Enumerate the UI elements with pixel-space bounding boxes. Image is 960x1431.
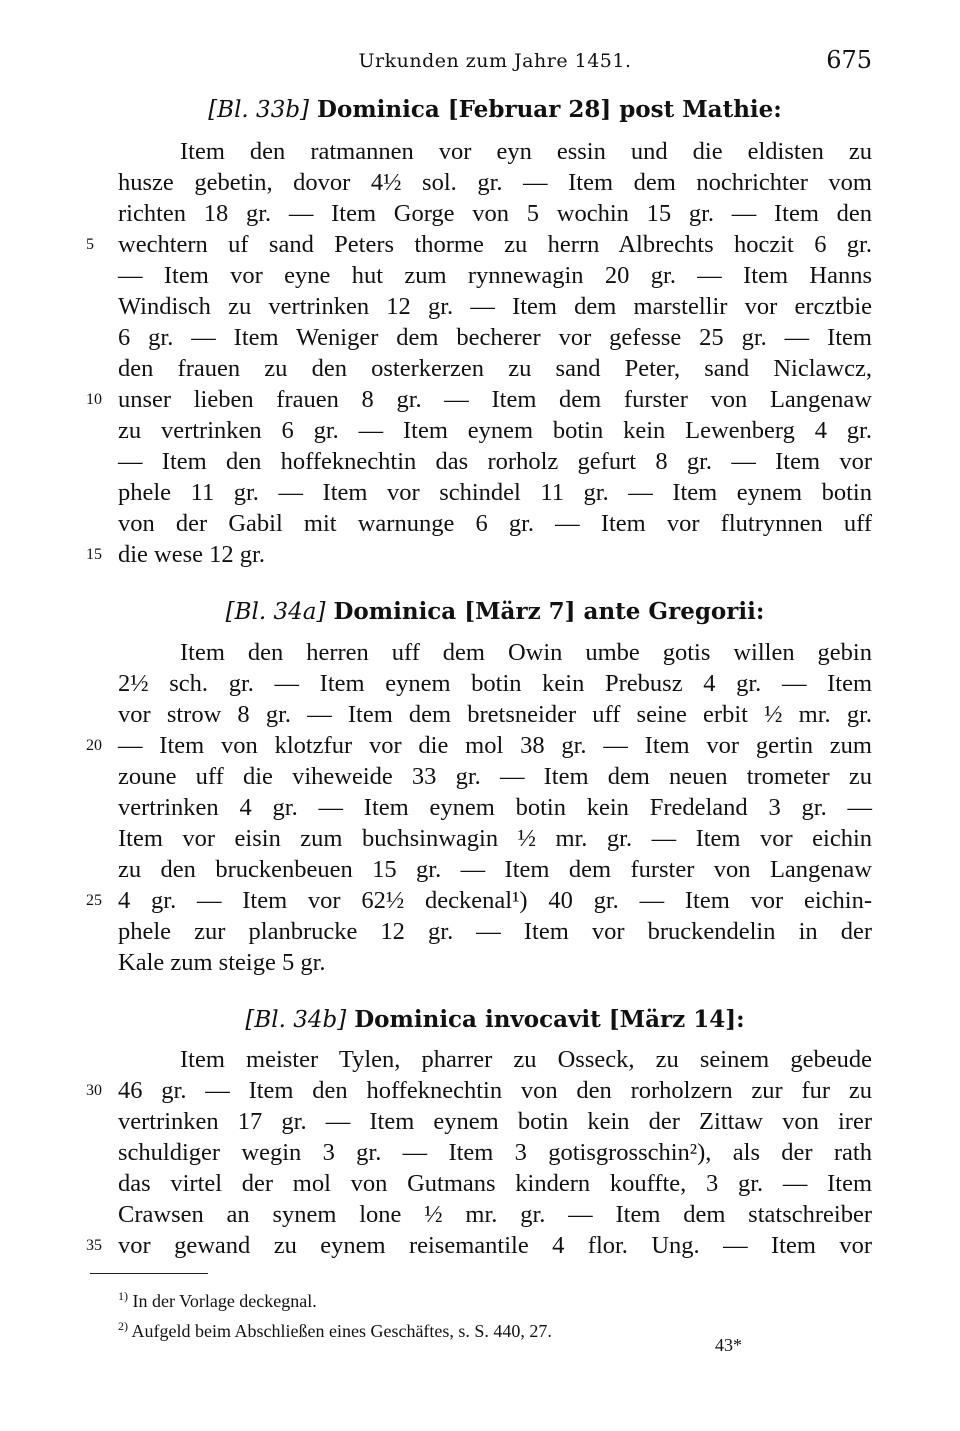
text-line: 6 gr. — Item Weniger dem becherer vor gefesse 25 gr. — Item <box>118 324 872 351</box>
margin-line-number: 35 <box>86 1237 102 1254</box>
footnote <box>118 1284 818 1314</box>
text-line: das virtel der mol von Gutmans kindern kouffte, 3 gr. — Item <box>118 1170 872 1197</box>
margin-line-number: 10 <box>86 391 102 408</box>
section-title: Dominica invocavit [März 14]: <box>354 1006 745 1033</box>
text-line: zoune uff die viheweide 33 gr. — Item dem neuen trometer zu <box>118 763 872 790</box>
text-line: 46 gr. — Item den hoffeknechtin von den rorholzern zur fur zu <box>118 1077 872 1104</box>
margin-line-number: 30 <box>86 1082 102 1099</box>
text-line: schuldiger wegin 3 gr. — Item 3 gotisgrosschin²), als der rath <box>118 1139 872 1166</box>
text-line: Kale zum steige 5 gr. <box>118 949 326 976</box>
running-title: Urkunden zum Jahre 1451. <box>358 50 632 72</box>
section-heading <box>118 1006 872 1033</box>
text-line: wechtern uf sand Peters thorme zu herrn Albrechts hoczit 6 gr. <box>118 231 872 258</box>
folio-reference: [Bl. 33b] <box>208 97 310 123</box>
text-line: phele zur planbrucke 12 gr. — Item vor bruckendelin in der <box>118 918 872 945</box>
text-line: vor strow 8 gr. — Item dem bretsneider uff seine erbit ½ mr. gr. <box>118 701 872 728</box>
text-line: richten 18 gr. — Item Gorge von 5 wochin 15 gr. — Item den <box>118 200 872 227</box>
margin-line-number: 15 <box>86 546 102 563</box>
running-head <box>118 46 872 80</box>
text-line: vertrinken 4 gr. — Item eynem botin kein Fredeland 3 gr. — <box>118 794 872 821</box>
footnote-text: Aufgeld beim Abschließen eines Geschäftes, s. S. 440, 27. <box>131 1321 552 1341</box>
text-line: 4 gr. — Item vor 62½ deckenal¹) 40 gr. — Item vor eichin- <box>118 887 872 914</box>
text-line: die wese 12 gr. <box>118 541 265 568</box>
text-line: den frauen zu den osterkerzen zu sand Peter, sand Niclawcz, <box>118 355 872 382</box>
text-line: Item vor eisin zum buchsinwagin ½ mr. gr. — Item vor eichin <box>118 825 872 852</box>
text-line: von der Gabil mit warnunge 6 gr. — Item vor flutrynnen uff <box>118 510 872 537</box>
text-line: Item den ratmannen vor eyn essin und die eldisten zu <box>180 138 872 165</box>
text-line: Item meister Tylen, pharrer zu Osseck, zu seinem gebeude <box>180 1046 872 1073</box>
footnote <box>118 1314 818 1344</box>
text-line: — Item den hoffeknechtin das rorholz gefurt 8 gr. — Item vor <box>118 448 872 475</box>
footnote-mark: 1) <box>118 1289 128 1303</box>
text-line: zu vertrinken 6 gr. — Item eynem botin kein Lewenberg 4 gr. <box>118 417 872 444</box>
text-line: phele 11 gr. — Item vor schindel 11 gr. — Item eynem botin <box>118 479 872 506</box>
text-line: unser lieben frauen 8 gr. — Item dem furster von Langenaw <box>118 386 872 413</box>
footnote-divider <box>90 1273 208 1274</box>
text-line: husze gebetin, dovor 4½ sol. gr. — Item dem nochrichter vom <box>118 169 872 196</box>
text-line: zu den bruckenbeuen 15 gr. — Item dem furster von Langenaw <box>118 856 872 883</box>
text-line: vor gewand zu eynem reisemantile 4 flor. Ung. — Item vor <box>118 1232 872 1259</box>
text-line: 2½ sch. gr. — Item eynem botin kein Prebusz 4 gr. — Item <box>118 670 872 697</box>
section-title: Dominica [März 7] ante Gregorii: <box>333 598 765 625</box>
text-line: — Item vor eyne hut zum rynnewagin 20 gr. — Item Hanns <box>118 262 872 289</box>
page-number: 675 <box>826 46 872 74</box>
folio-reference: [Bl. 34b] <box>245 1007 347 1033</box>
margin-line-number: 25 <box>86 892 102 909</box>
text-line: Windisch zu vertrinken 12 gr. — Item dem marstellir vor ercztbie <box>118 293 872 320</box>
section-heading <box>118 96 872 123</box>
footnotes <box>118 1284 818 1344</box>
margin-line-number: 20 <box>86 737 102 754</box>
printer-signature: 43* <box>715 1335 742 1355</box>
folio-reference: [Bl. 34a] <box>225 599 326 625</box>
footnote-mark: 2) <box>118 1319 128 1333</box>
section-heading <box>118 598 872 625</box>
section-title: Dominica [Februar 28] post Mathie: <box>317 96 782 123</box>
footnote-text: In der Vorlage deckegnal. <box>132 1291 317 1311</box>
text-line: Crawsen an synem lone ½ mr. gr. — Item dem statschreiber <box>118 1201 872 1228</box>
margin-line-number: 5 <box>86 236 94 253</box>
text-line: Item den herren uff dem Owin umbe gotis willen gebin <box>180 639 872 666</box>
text-line: — Item von klotzfur vor die mol 38 gr. — Item vor gertin zum <box>118 732 872 759</box>
text-line: vertrinken 17 gr. — Item eynem botin kein der Zittaw von irer <box>118 1108 872 1135</box>
